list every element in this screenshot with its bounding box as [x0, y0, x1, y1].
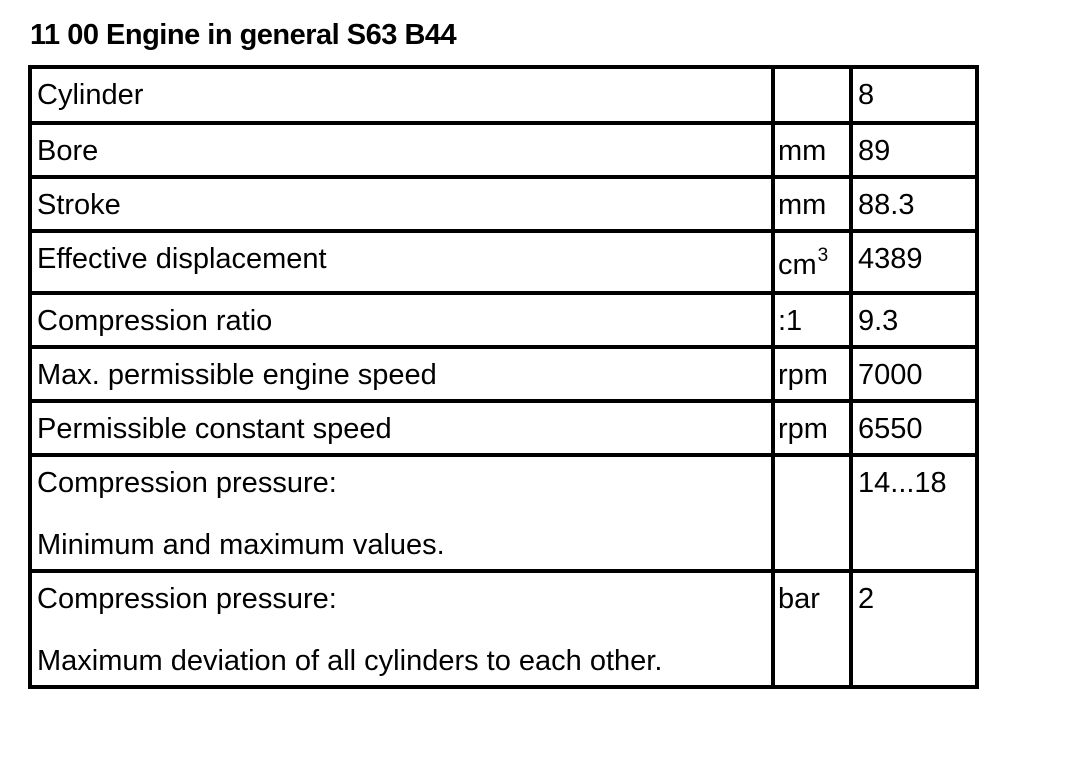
table-row: [30, 177, 977, 231]
spec-value: 89: [851, 123, 977, 177]
spec-unit: :1: [773, 293, 851, 347]
table-row: [30, 401, 977, 455]
spec-label: Max. permissible engine speed: [30, 347, 773, 401]
table-row: [30, 123, 977, 177]
spec-label-line1: Compression pressure:: [37, 467, 337, 499]
spec-label: [30, 455, 773, 571]
spec-label-line1: Compression pressure:: [37, 583, 337, 615]
spec-label: [30, 571, 773, 687]
unit-base: cm: [778, 249, 817, 281]
spec-unit: rpm: [773, 347, 851, 401]
spec-label-line2: Minimum and maximum values.: [37, 529, 445, 561]
spec-label: Effective displacement: [30, 231, 773, 293]
spec-value: 88.3: [851, 177, 977, 231]
unit-exponent: 3: [817, 245, 829, 266]
engine-spec-table: [28, 65, 979, 689]
spec-value: 14...18: [851, 455, 977, 571]
spec-label: Compression ratio: [30, 293, 773, 347]
spec-unit: [773, 455, 851, 571]
spec-unit: mm: [773, 177, 851, 231]
spec-value: 6550: [851, 401, 977, 455]
spec-label: Stroke: [30, 177, 773, 231]
table-row: [30, 293, 977, 347]
spec-unit: [773, 67, 851, 123]
table-row: [30, 571, 977, 687]
spec-value: 8: [851, 67, 977, 123]
spec-value: 4389: [851, 231, 977, 293]
spec-value: 9.3: [851, 293, 977, 347]
spec-label: Bore: [30, 123, 773, 177]
table-row: [30, 455, 977, 571]
spec-value: 2: [851, 571, 977, 687]
spec-value: 7000: [851, 347, 977, 401]
spec-unit: [773, 231, 851, 293]
spec-label-line2: Maximum deviation of all cylinders to each other.: [37, 645, 663, 677]
table-row: [30, 231, 977, 293]
page-title: 11 00 Engine in general S63 B44: [30, 19, 457, 51]
spec-unit: rpm: [773, 401, 851, 455]
spec-unit: mm: [773, 123, 851, 177]
table-row: [30, 67, 977, 123]
spec-label: Permissible constant speed: [30, 401, 773, 455]
spec-unit: bar: [773, 571, 851, 687]
spec-label: Cylinder: [30, 67, 773, 123]
table-row: [30, 347, 977, 401]
